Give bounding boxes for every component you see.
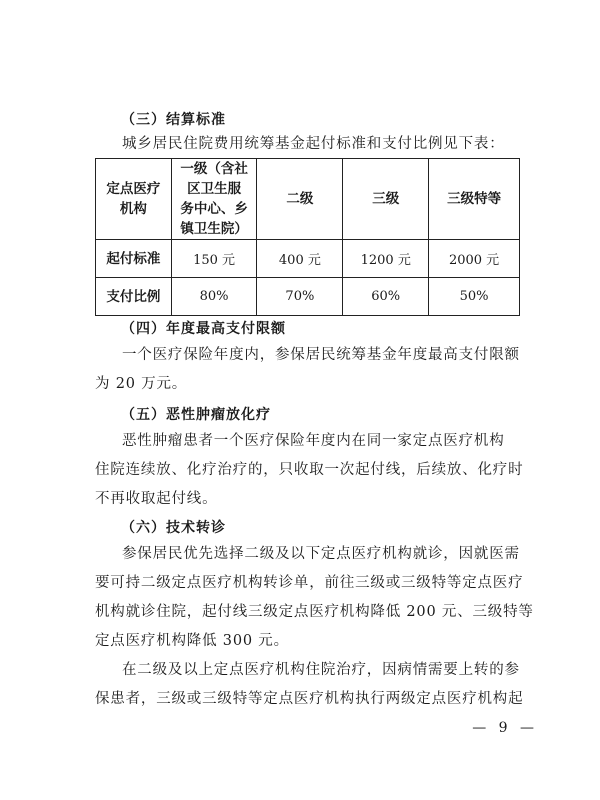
cell-value: 70% — [257, 278, 343, 316]
payment-standard-table — [95, 158, 520, 316]
section-heading-referral: （六）技术转诊 — [121, 520, 226, 536]
cell-value: 1200 元 — [343, 240, 429, 278]
table-row — [96, 240, 520, 278]
cell-value: 80% — [171, 278, 257, 316]
referral-paragraph: 参保居民优先选择二级及以下定点医疗机构就诊，因就医需 要可持二级定点医疗机构转诊单，前往三级或三级特等定点医疗 机构就诊住院，起付线三级定点医疗机构降低 200 元、三级特等 定点医疗机构降低 300 元。 — [95, 546, 534, 649]
cell-value: 400 元 — [257, 240, 343, 278]
header-institution: 定点医疗 机构 — [96, 159, 172, 240]
table-header-row — [96, 159, 520, 240]
header-level1: 一级（含社 区卫生服 务中心、乡 镇卫生院） — [171, 159, 257, 240]
page-number: — 9 — — [472, 720, 538, 736]
cell-value: 2000 元 — [429, 240, 520, 278]
annual-limit-paragraph: 一个医疗保险年度内，参保居民统筹基金年度最高支付限额 为 20 万元。 — [95, 347, 520, 392]
upward-referral-paragraph: 在二级及以上定点医疗机构住院治疗，因病情需要上转的参 保患者，三级或三级特等定点医疗机构执行两级定点医疗机构起 — [95, 662, 524, 707]
section-heading-cancer: （五）恶性肿瘤放化疗 — [121, 407, 271, 423]
header-level3: 三级 — [343, 159, 429, 240]
table-row — [96, 278, 520, 316]
row-label-ratio: 支付比例 — [96, 278, 172, 316]
cell-value: 50% — [429, 278, 520, 316]
row-label-deductible: 起付标准 — [96, 240, 172, 278]
section-heading-annual-limit: （四）年度最高支付限额 — [121, 321, 286, 337]
table-intro: 城乡居民住院费用统筹基金起付标准和支付比例见下表： — [122, 136, 505, 152]
section-heading-settlement: （三）结算标准 — [121, 112, 226, 128]
cell-value: 60% — [343, 278, 429, 316]
cell-value: 150 元 — [171, 240, 257, 278]
cancer-paragraph: 恶性肿瘤患者一个医疗保险年度内在同一家定点医疗机构 住院连续放、化疗治疗的，只收取一次起付线，后续放、化疗时 不再收取起付线。 — [95, 433, 524, 507]
header-level2: 二级 — [257, 159, 343, 240]
header-level3-special: 三级特等 — [429, 159, 520, 240]
